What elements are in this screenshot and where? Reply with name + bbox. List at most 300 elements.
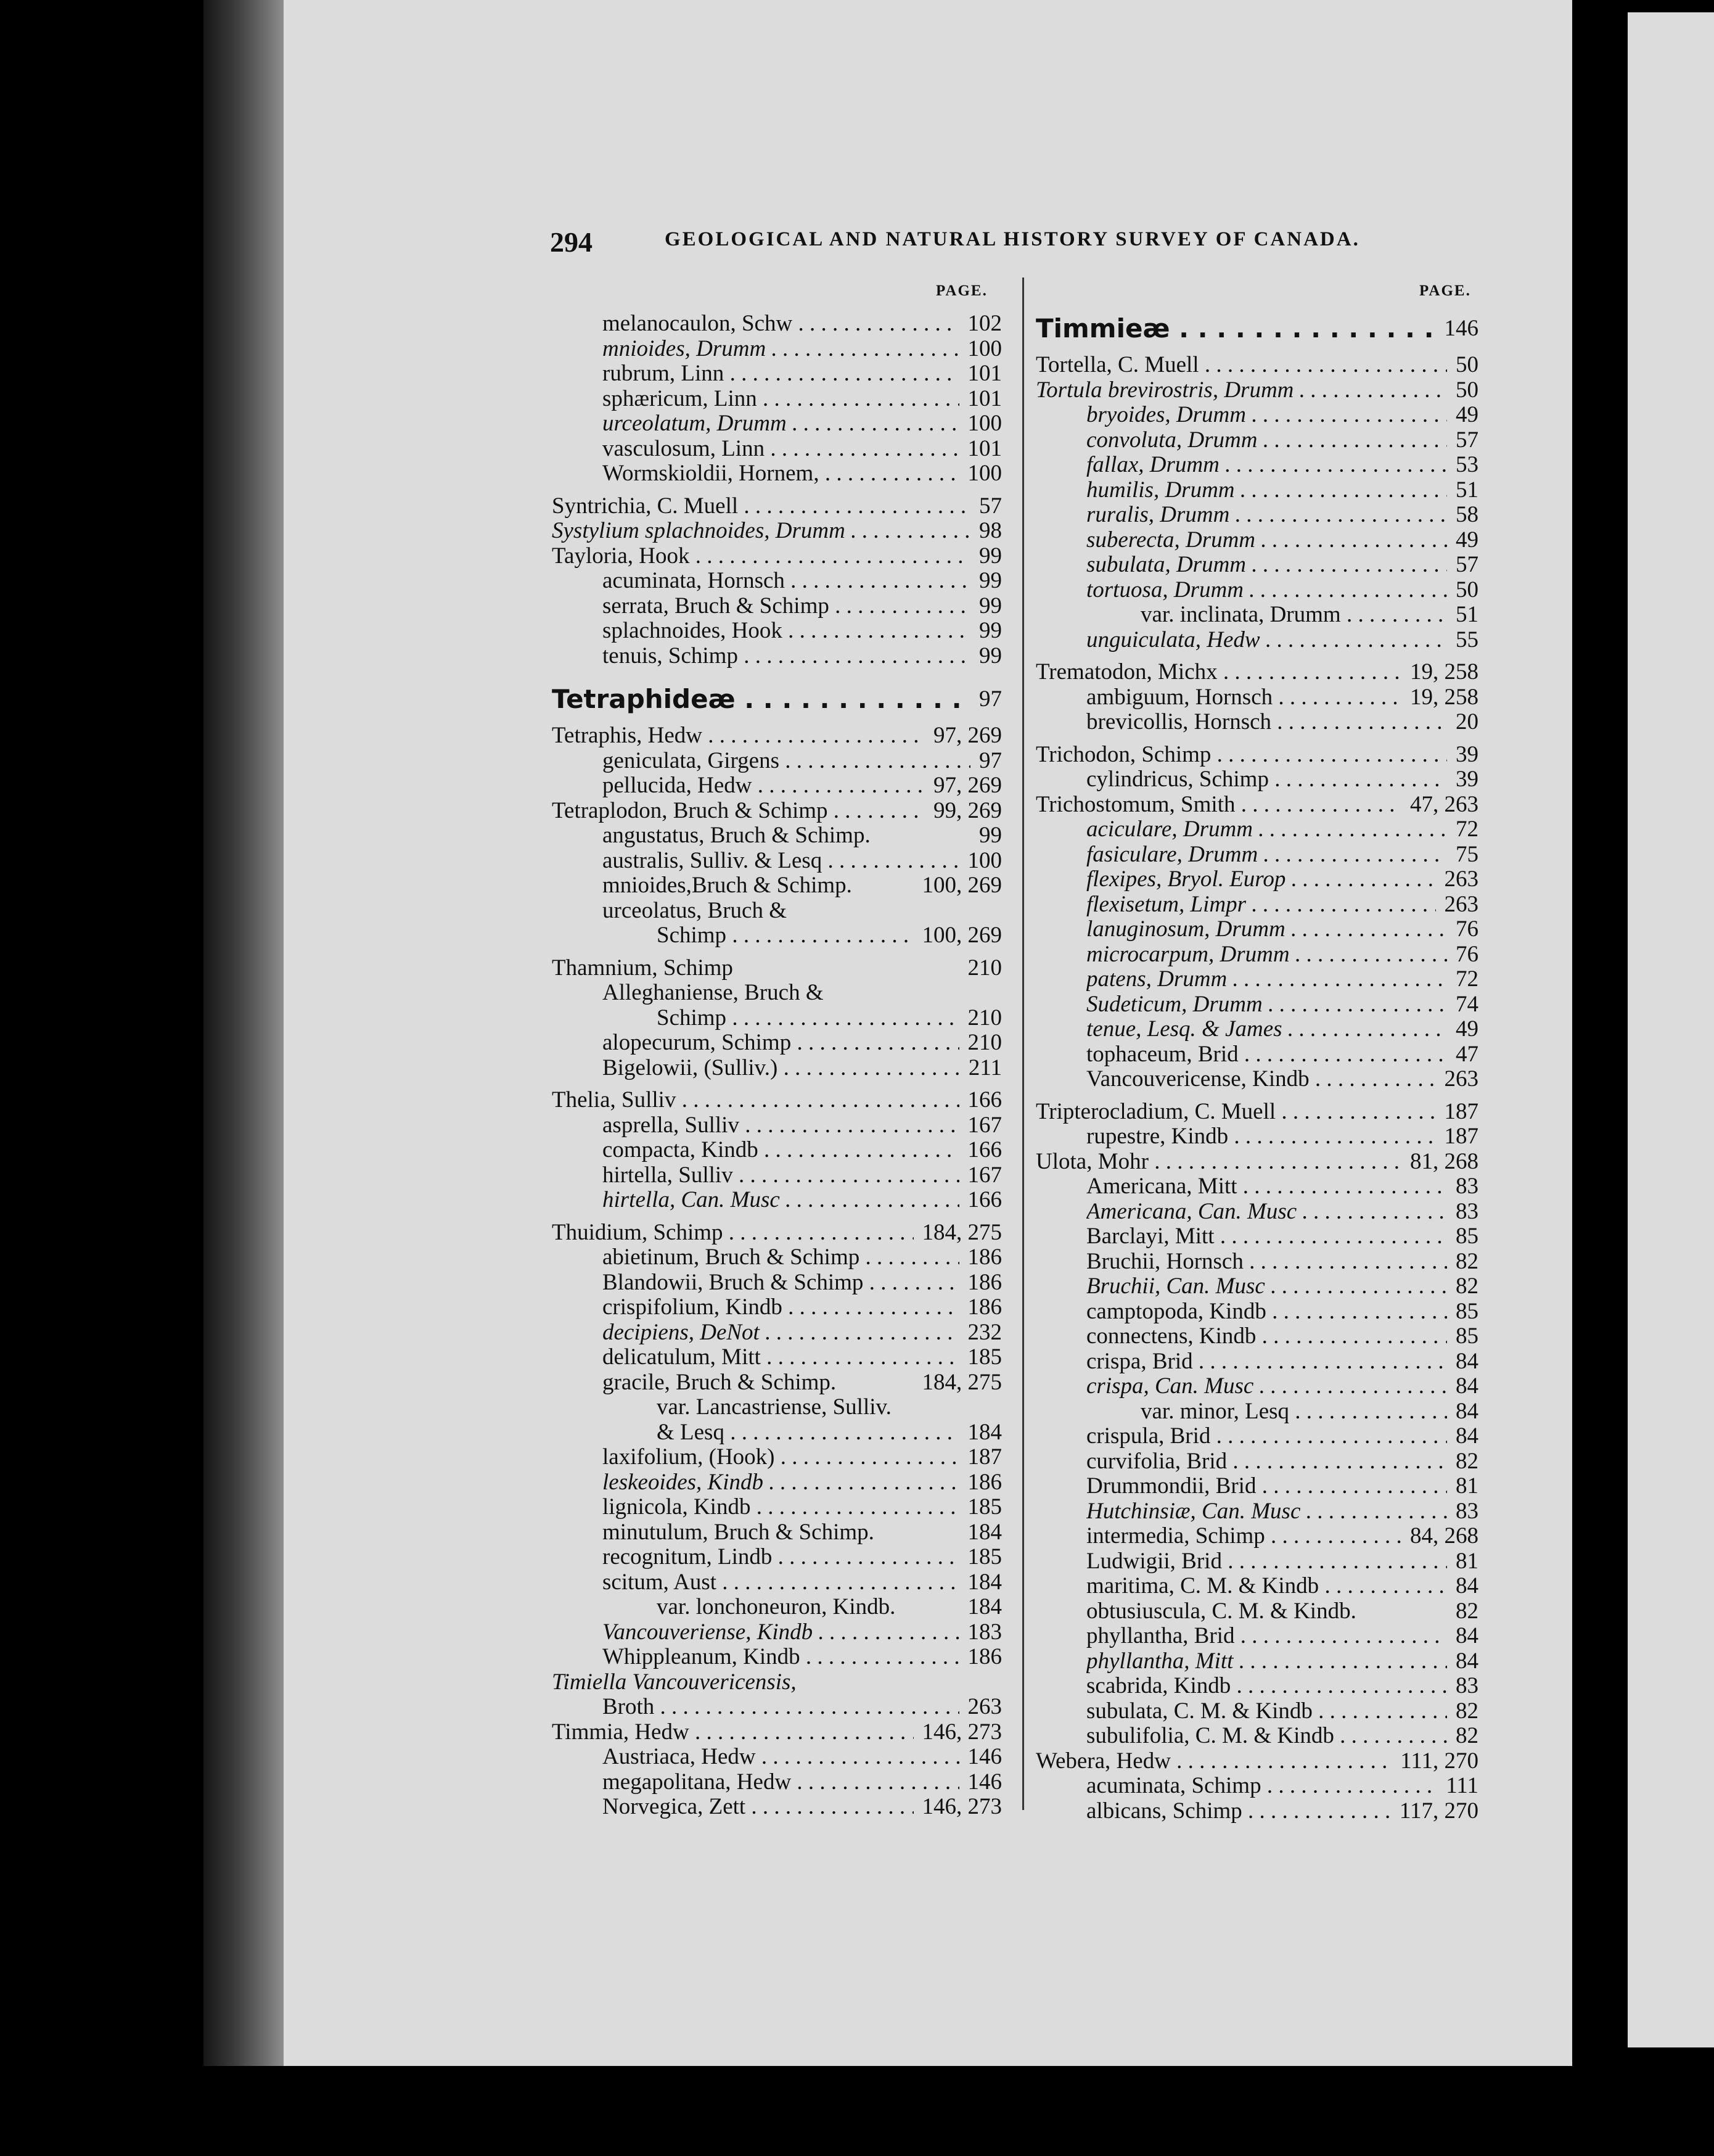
entry-page-ref: 185 (967, 1494, 1002, 1520)
entry-page-ref: 49 (1456, 1016, 1478, 1042)
entry-name: Systylium splachnoides, Drumm . . . (552, 519, 970, 544)
entry-name: subulata, Drumm . . . (1086, 553, 1447, 578)
index-entry (1036, 1574, 1478, 1599)
entry-page-ref: 210 (967, 1005, 1002, 1031)
index-entry (1036, 743, 1478, 768)
entry-name: laxifolium, (Hook) . . . (602, 1445, 959, 1470)
book-binding-shadow (203, 0, 284, 2066)
index-entry (552, 1645, 1002, 1670)
index-entry (552, 1113, 1002, 1138)
index-entry (1036, 1399, 1478, 1425)
entry-name: splachnoides, Hook . . . (602, 619, 970, 644)
index-entry (552, 594, 1002, 619)
entry-name: albicans, Schimp . . . (1086, 1799, 1391, 1824)
index-entry (1036, 1649, 1478, 1674)
section-heading (1036, 311, 1478, 345)
entry-page-ref: 186 (967, 1644, 1002, 1669)
entry-page-ref: 72 (1456, 817, 1478, 842)
entry-name: flexipes, Bryol. Europ . . . (1086, 867, 1436, 892)
index-entry (1036, 1474, 1478, 1499)
entry-page-ref: 84 (1456, 1423, 1478, 1449)
entry-name: fallax, Drumm . . . (1086, 453, 1447, 478)
column-rule (1022, 278, 1024, 1810)
index-entry (552, 1695, 1002, 1720)
index-entry (1036, 578, 1478, 603)
entry-page-ref: 39 (1456, 741, 1478, 767)
entry-name: Norvegica, Zett . . . (602, 1795, 914, 1820)
entry-page-ref: 81, 268 (1410, 1148, 1478, 1174)
index-entry (1036, 767, 1478, 792)
entry-page-ref: 84 (1456, 1623, 1478, 1648)
index-entry (552, 1320, 1002, 1346)
entry-name: Tripterocladium, C. Muell . . . (1036, 1100, 1436, 1125)
left-page-column-label: PAGE. (936, 282, 988, 299)
entry-page-ref: 263 (1444, 1066, 1478, 1092)
entry-page-ref: 111 (1446, 1773, 1478, 1798)
entry-page-ref: 97, 269 (933, 773, 1002, 798)
index-entry (1036, 1599, 1478, 1624)
index-entry (1036, 1224, 1478, 1249)
entry-page-ref: 117, 270 (1399, 1798, 1478, 1824)
index-entry (1036, 817, 1478, 842)
entry-name: Trichostomum, Smith . . . (1036, 792, 1401, 818)
index-entry (1036, 1799, 1478, 1824)
entry-page-ref: 47 (1456, 1041, 1478, 1067)
entry-name: var. inclinata, Drumm . . . (1141, 603, 1447, 628)
index-entry (1036, 1424, 1478, 1449)
index-entry (552, 923, 1002, 948)
entry-name: flexisetum, Limpr . . . (1086, 892, 1436, 918)
entry-name: lanuginosum, Drumm . . . (1086, 917, 1447, 942)
entry-name: Tortula brevirostris, Drumm . . . (1036, 378, 1447, 403)
entry-name: delicatulum, Mitt . . . (602, 1345, 959, 1370)
entry-name: megapolitana, Hedw . . . (602, 1770, 959, 1795)
entry-name: Webera, Hedw . . . (1036, 1749, 1392, 1774)
index-entry (1036, 353, 1478, 378)
entry-name: Tetraphis, Hedw . . . (552, 723, 925, 749)
index-entry (552, 1138, 1002, 1163)
index-entry (552, 361, 1002, 387)
entry-name: Sudeticum, Drumm . . . (1086, 992, 1447, 1018)
index-entry (552, 799, 1002, 824)
entry-name: Whippleanum, Kindb . . . (602, 1645, 959, 1670)
entry-page-ref: 19, 258 (1410, 659, 1478, 685)
entry-name: tenue, Lesq. & James . . . (1086, 1017, 1447, 1042)
entry-name: lignicola, Kindb . . . (602, 1495, 959, 1520)
entry-name: intermedia, Schimp . . . (1086, 1524, 1401, 1549)
entry-page-ref: 100, 269 (922, 923, 1002, 948)
index-entry (1036, 967, 1478, 992)
entry-page-ref: 101 (967, 435, 1002, 461)
entry-page-ref: 184 (967, 1419, 1002, 1445)
index-entry (1036, 867, 1478, 892)
entry-page-ref: 101 (967, 385, 1002, 411)
index-entry (1036, 1449, 1478, 1475)
index-entry (1036, 660, 1478, 685)
entry-page-ref: 97 (979, 686, 1002, 712)
entry-name: australis, Sulliv. & Lesq . . . (602, 849, 959, 874)
entry-name: Trichodon, Schimp . . . (1036, 743, 1447, 768)
entry-name: Syntrichia, C. Muell . . . (552, 494, 970, 519)
entry-page-ref: 102 (967, 311, 1002, 336)
facing-page-edge (1628, 12, 1714, 2047)
entry-page-ref: 57 (979, 493, 1002, 519)
entry-name: urceolatum, Drumm . . . (602, 411, 959, 437)
entry-page-ref: 74 (1456, 991, 1478, 1017)
index-entry (1036, 603, 1478, 628)
index-entry (552, 411, 1002, 437)
index-entry (1036, 1150, 1478, 1175)
entry-page-ref: 82 (1456, 1723, 1478, 1748)
entry-name: subulifolia, C. M. & Kindb . . . (1086, 1724, 1447, 1749)
entry-page-ref: 111, 270 (1400, 1748, 1478, 1774)
entry-name: acuminata, Hornsch . . . (602, 569, 970, 594)
entry-page-ref: 211 (968, 1055, 1002, 1080)
entry-name: tophaceum, Brid . . . (1086, 1042, 1447, 1068)
index-entry (552, 1570, 1002, 1595)
entry-name: Vancouvericense, Kindb . . . (1086, 1067, 1436, 1092)
entry-page-ref: 84 (1456, 1573, 1478, 1598)
index-entry (552, 494, 1002, 519)
index-entry (1036, 1749, 1478, 1774)
index-entry (552, 823, 1002, 849)
entry-page-ref: 184 (967, 1569, 1002, 1595)
entry-name: Tetraplodon, Bruch & Schimp . . . (552, 799, 925, 824)
entry-name: melanocaulon, Schw . . . (602, 311, 959, 337)
entry-name: Tortella, C. Muell . . . (1036, 353, 1447, 378)
entry-page-ref: 167 (967, 1112, 1002, 1138)
index-entry (552, 437, 1002, 462)
entry-page-ref: 81 (1456, 1473, 1478, 1499)
entry-name: convoluta, Drumm . . . (1086, 428, 1447, 453)
entry-page-ref: 99 (979, 568, 1002, 593)
index-entry (1036, 942, 1478, 968)
entry-name: serrata, Bruch & Schimp . . . (602, 594, 970, 619)
entry-page-ref: 97, 269 (933, 723, 1002, 748)
entry-page-ref: 97 (979, 747, 1002, 773)
entry-page-ref: 50 (1456, 352, 1478, 377)
entry-page-ref: 187 (1444, 1098, 1478, 1124)
entry-page-ref: 183 (967, 1619, 1002, 1645)
entry-page-ref: 166 (967, 1137, 1002, 1162)
entry-page-ref: 84 (1456, 1348, 1478, 1374)
entry-page-ref: 83 (1456, 1673, 1478, 1698)
entry-page-ref: 50 (1456, 377, 1478, 403)
index-entry (1036, 1199, 1478, 1225)
index-entry (1036, 1524, 1478, 1549)
index-entry (552, 1795, 1002, 1820)
entry-name: Austriaca, Hedw . . . (602, 1745, 959, 1770)
index-entry (1036, 628, 1478, 653)
right-page-column-label: PAGE. (1419, 282, 1471, 299)
entry-page-ref: 99, 269 (933, 797, 1002, 823)
entry-name: Thelia, Sulliv . . . (552, 1088, 959, 1113)
entry-page-ref: 82 (1456, 1248, 1478, 1274)
entry-name: decipiens, DeNot . . . (602, 1320, 959, 1346)
entry-name: connectens, Kindb . . . (1086, 1324, 1447, 1349)
entry-page-ref: 185 (967, 1344, 1002, 1370)
index-entry (552, 1088, 1002, 1113)
entry-name: obtusiuscula, C. M. & Kindb. (1086, 1598, 1356, 1624)
index-entry (552, 461, 1002, 487)
entry-name: Blandowii, Bruch & Schimp . . . (602, 1270, 959, 1296)
entry-name: Vancouveriense, Kindb . . . (602, 1620, 959, 1645)
index-entry (552, 1163, 1002, 1188)
entry-page-ref: 184, 275 (922, 1219, 1002, 1245)
index-entry (1036, 528, 1478, 553)
entry-name: subulata, C. M. & Kindb . . . (1086, 1699, 1447, 1724)
index-entry (1036, 842, 1478, 868)
index-entry (1036, 992, 1478, 1018)
entry-name: Americana, Mitt . . . (1086, 1174, 1447, 1199)
entry-page-ref: 146, 273 (922, 1794, 1002, 1819)
entry-page-ref: 184 (967, 1519, 1002, 1545)
entry-name: Bruchii, Can. Musc . . . (1086, 1274, 1447, 1299)
index-entry (1036, 1174, 1478, 1199)
entry-page-ref: 84 (1456, 1648, 1478, 1674)
index-entry (1036, 1274, 1478, 1299)
entry-page-ref: 210 (967, 955, 1002, 981)
entry-name: pellucida, Hedw . . . (602, 773, 925, 799)
index-entry (1036, 1374, 1478, 1399)
entry-name: curvifolia, Brid . . . (1086, 1449, 1447, 1475)
index-entry (1036, 1774, 1478, 1799)
entry-page-ref: 232 (967, 1319, 1002, 1345)
entry-page-ref: 50 (1456, 577, 1478, 603)
index-entry (1036, 1042, 1478, 1068)
entry-page-ref: 53 (1456, 452, 1478, 477)
index-entry (552, 1420, 1002, 1446)
index-entry (1036, 1624, 1478, 1649)
index-entry (1036, 503, 1478, 528)
entry-page-ref: 187 (1444, 1124, 1478, 1149)
entry-page-ref: 57 (1456, 552, 1478, 577)
entry-page-ref: 263 (1444, 891, 1478, 917)
index-entry (1036, 685, 1478, 710)
index-entry (552, 749, 1002, 774)
entry-page-ref: 210 (967, 1030, 1002, 1055)
entry-name: Americana, Can. Musc . . . (1086, 1199, 1447, 1225)
index-entry (552, 1395, 1002, 1420)
entry-page-ref: 19, 258 (1410, 684, 1478, 710)
index-entry (552, 1031, 1002, 1056)
entry-page-ref: 184 (967, 1594, 1002, 1619)
index-entry (552, 337, 1002, 362)
entry-page-ref: 99 (979, 543, 1002, 569)
entry-page-ref: 99 (979, 823, 1002, 848)
entry-page-ref: 85 (1456, 1224, 1478, 1249)
index-column-left (552, 311, 1002, 1820)
entry-name: humilis, Drumm . . . (1086, 478, 1447, 503)
index-entry (552, 1445, 1002, 1470)
index-entry (1036, 917, 1478, 942)
running-head (550, 226, 1376, 257)
entry-name: hirtella, Sulliv . . . (602, 1163, 959, 1188)
entry-page-ref: 82 (1456, 1598, 1478, 1624)
entry-page-ref: 51 (1456, 477, 1478, 503)
entry-page-ref: 146, 273 (922, 1719, 1002, 1745)
entry-page-ref: 167 (967, 1162, 1002, 1188)
index-entry (1036, 403, 1478, 428)
index-entry (552, 956, 1002, 981)
index-entry (552, 1620, 1002, 1645)
index-entry (1036, 1549, 1478, 1574)
entry-name: Schimp . . . (657, 923, 914, 948)
entry-name: Broth . . . (602, 1695, 959, 1720)
entry-name: Ludwigii, Brid . . . (1086, 1549, 1447, 1574)
index-entry (1036, 553, 1478, 578)
index-entry (1036, 892, 1478, 918)
index-entry (1036, 1324, 1478, 1349)
index-entry (1036, 1299, 1478, 1325)
entry-name: maritima, C. M. & Kindb . . . (1086, 1574, 1447, 1599)
index-entry (552, 1220, 1002, 1246)
entry-name: tenuis, Schimp . . . (602, 644, 970, 669)
entry-name: Schimp . . . (657, 1006, 959, 1031)
index-entry (552, 1270, 1002, 1296)
index-entry (1036, 1724, 1478, 1749)
section-heading-text: Timmieæ . . . (1036, 311, 1436, 345)
entry-name: Barclayi, Mitt . . . (1086, 1224, 1447, 1249)
entry-name: Ulota, Mohr . . . (1036, 1150, 1401, 1175)
entry-name: Wormskioldii, Hornem, . . . (602, 461, 959, 487)
index-entry (552, 1345, 1002, 1370)
index-entry (1036, 453, 1478, 478)
entry-page-ref: 85 (1456, 1298, 1478, 1324)
entry-page-ref: 76 (1456, 941, 1478, 967)
entry-name: fasiculare, Drumm . . . (1086, 842, 1447, 868)
entry-name: asprella, Sulliv . . . (602, 1113, 959, 1138)
entry-page-ref: 99 (979, 618, 1002, 643)
entry-page-ref: 81 (1456, 1548, 1478, 1574)
entry-name: & Lesq . . . (657, 1420, 959, 1446)
index-entry (552, 723, 1002, 749)
entry-name: ruralis, Drumm . . . (1086, 503, 1447, 528)
entry-page-ref: 146 (967, 1744, 1002, 1769)
index-entry (1036, 1124, 1478, 1150)
entry-name: var. lonchoneuron, Kindb. (657, 1595, 896, 1619)
entry-name: brevicollis, Hornsch . . . (1086, 710, 1447, 735)
entry-name: Timmia, Hedw . . . (552, 1720, 914, 1745)
entry-name: unguiculata, Hedw . . . (1086, 628, 1447, 653)
index-entry (552, 773, 1002, 799)
index-entry (552, 1188, 1002, 1213)
index-entry (552, 1595, 1002, 1620)
index-entry (552, 1295, 1002, 1320)
entry-name: ambiguum, Hornsch . . . (1086, 685, 1401, 710)
entry-name: Tayloria, Hook . . . (552, 544, 970, 569)
entry-name: mnioides, Drumm . . . (602, 337, 959, 362)
index-entry (552, 849, 1002, 874)
entry-page-ref: 82 (1456, 1273, 1478, 1299)
index-entry (552, 1745, 1002, 1770)
entry-name: gracile, Bruch & Schimp. (602, 1370, 837, 1395)
index-entry (552, 873, 1002, 899)
entry-page-ref: 186 (967, 1469, 1002, 1495)
entry-page-ref: 85 (1456, 1323, 1478, 1349)
entry-name: aciculare, Drumm . . . (1086, 817, 1447, 842)
entry-name: geniculata, Girgens . . . (602, 749, 970, 774)
entry-name: var. Lancastriense, Sulliv. (657, 1395, 892, 1420)
entry-name: acuminata, Schimp . . . (1086, 1774, 1437, 1799)
entry-page-ref: 185 (967, 1544, 1002, 1570)
index-entry (1036, 478, 1478, 503)
entry-name: leskeoides, Kindb . . . (602, 1470, 959, 1496)
entry-name: microcarpum, Drumm . . . (1086, 942, 1447, 968)
entry-name: recognitum, Lindb . . . (602, 1545, 959, 1570)
entry-page-ref: 146 (1444, 316, 1478, 341)
entry-page-ref: 20 (1456, 709, 1478, 734)
entry-name: rubrum, Linn . . . (602, 361, 959, 387)
index-entry (1036, 1100, 1478, 1125)
entry-page-ref: 101 (967, 361, 1002, 386)
entry-name: camptopoda, Kindb . . . (1086, 1299, 1447, 1325)
index-entry (552, 1670, 1002, 1695)
index-entry (552, 544, 1002, 569)
entry-page-ref: 99 (979, 593, 1002, 619)
entry-page-ref: 166 (967, 1187, 1002, 1212)
entry-page-ref: 100, 269 (922, 873, 1002, 898)
entry-name: cylindricus, Schimp . . . (1086, 767, 1447, 792)
entry-page-ref: 84 (1456, 1373, 1478, 1399)
index-entry (552, 1370, 1002, 1396)
entry-name: crispa, Brid . . . (1086, 1349, 1447, 1375)
entry-name: crispa, Can. Musc . . . (1086, 1374, 1447, 1399)
entry-page-ref: 49 (1456, 527, 1478, 553)
entry-name: var. minor, Lesq . . . (1141, 1399, 1447, 1425)
entry-page-ref: 83 (1456, 1198, 1478, 1224)
entry-page-ref: 146 (967, 1769, 1002, 1795)
index-entry (552, 569, 1002, 594)
entry-name: Thamnium, Schimp (552, 955, 733, 981)
entry-page-ref: 186 (967, 1245, 1002, 1270)
index-entry (552, 1545, 1002, 1570)
entry-page-ref: 83 (1456, 1174, 1478, 1199)
index-entry (552, 311, 1002, 337)
entry-name: sphæricum, Linn . . . (602, 387, 959, 412)
entry-name: hirtella, Can. Musc . . . (602, 1188, 959, 1213)
section-heading-text: Tetraphideæ . . . (552, 682, 970, 716)
section-heading (552, 682, 1002, 716)
entry-page-ref: 72 (1456, 966, 1478, 992)
entry-page-ref: 76 (1456, 916, 1478, 942)
entry-page-ref: 39 (1456, 767, 1478, 792)
entry-name: abietinum, Bruch & Schimp . . . (602, 1245, 959, 1270)
page-number: 294 (550, 226, 593, 258)
entry-page-ref: 57 (1456, 427, 1478, 453)
entry-page-ref: 100 (967, 461, 1002, 486)
entry-name: mnioides,Bruch & Schimp. (602, 873, 852, 898)
entry-name: Alleghaniense, Bruch & (602, 981, 824, 1005)
index-entry (1036, 1499, 1478, 1524)
index-entry (1036, 1067, 1478, 1092)
entry-page-ref: 82 (1456, 1698, 1478, 1724)
entry-name: Trematodon, Michx . . . (1036, 660, 1401, 685)
entry-name: Drummondii, Brid . . . (1086, 1474, 1447, 1499)
entry-page-ref: 263 (1444, 866, 1478, 892)
index-entry (552, 1770, 1002, 1795)
entry-page-ref: 100 (967, 847, 1002, 873)
index-entry (552, 1245, 1002, 1270)
entry-name: urceolatus, Bruch & (602, 898, 787, 923)
entry-page-ref: 184, 275 (922, 1369, 1002, 1395)
entry-page-ref: 100 (967, 411, 1002, 436)
entry-name: patens, Drumm . . . (1086, 967, 1447, 992)
entry-page-ref: 58 (1456, 502, 1478, 527)
entry-name: crispula, Brid . . . (1086, 1424, 1447, 1449)
index-entry (552, 1495, 1002, 1520)
entry-page-ref: 98 (979, 518, 1002, 543)
